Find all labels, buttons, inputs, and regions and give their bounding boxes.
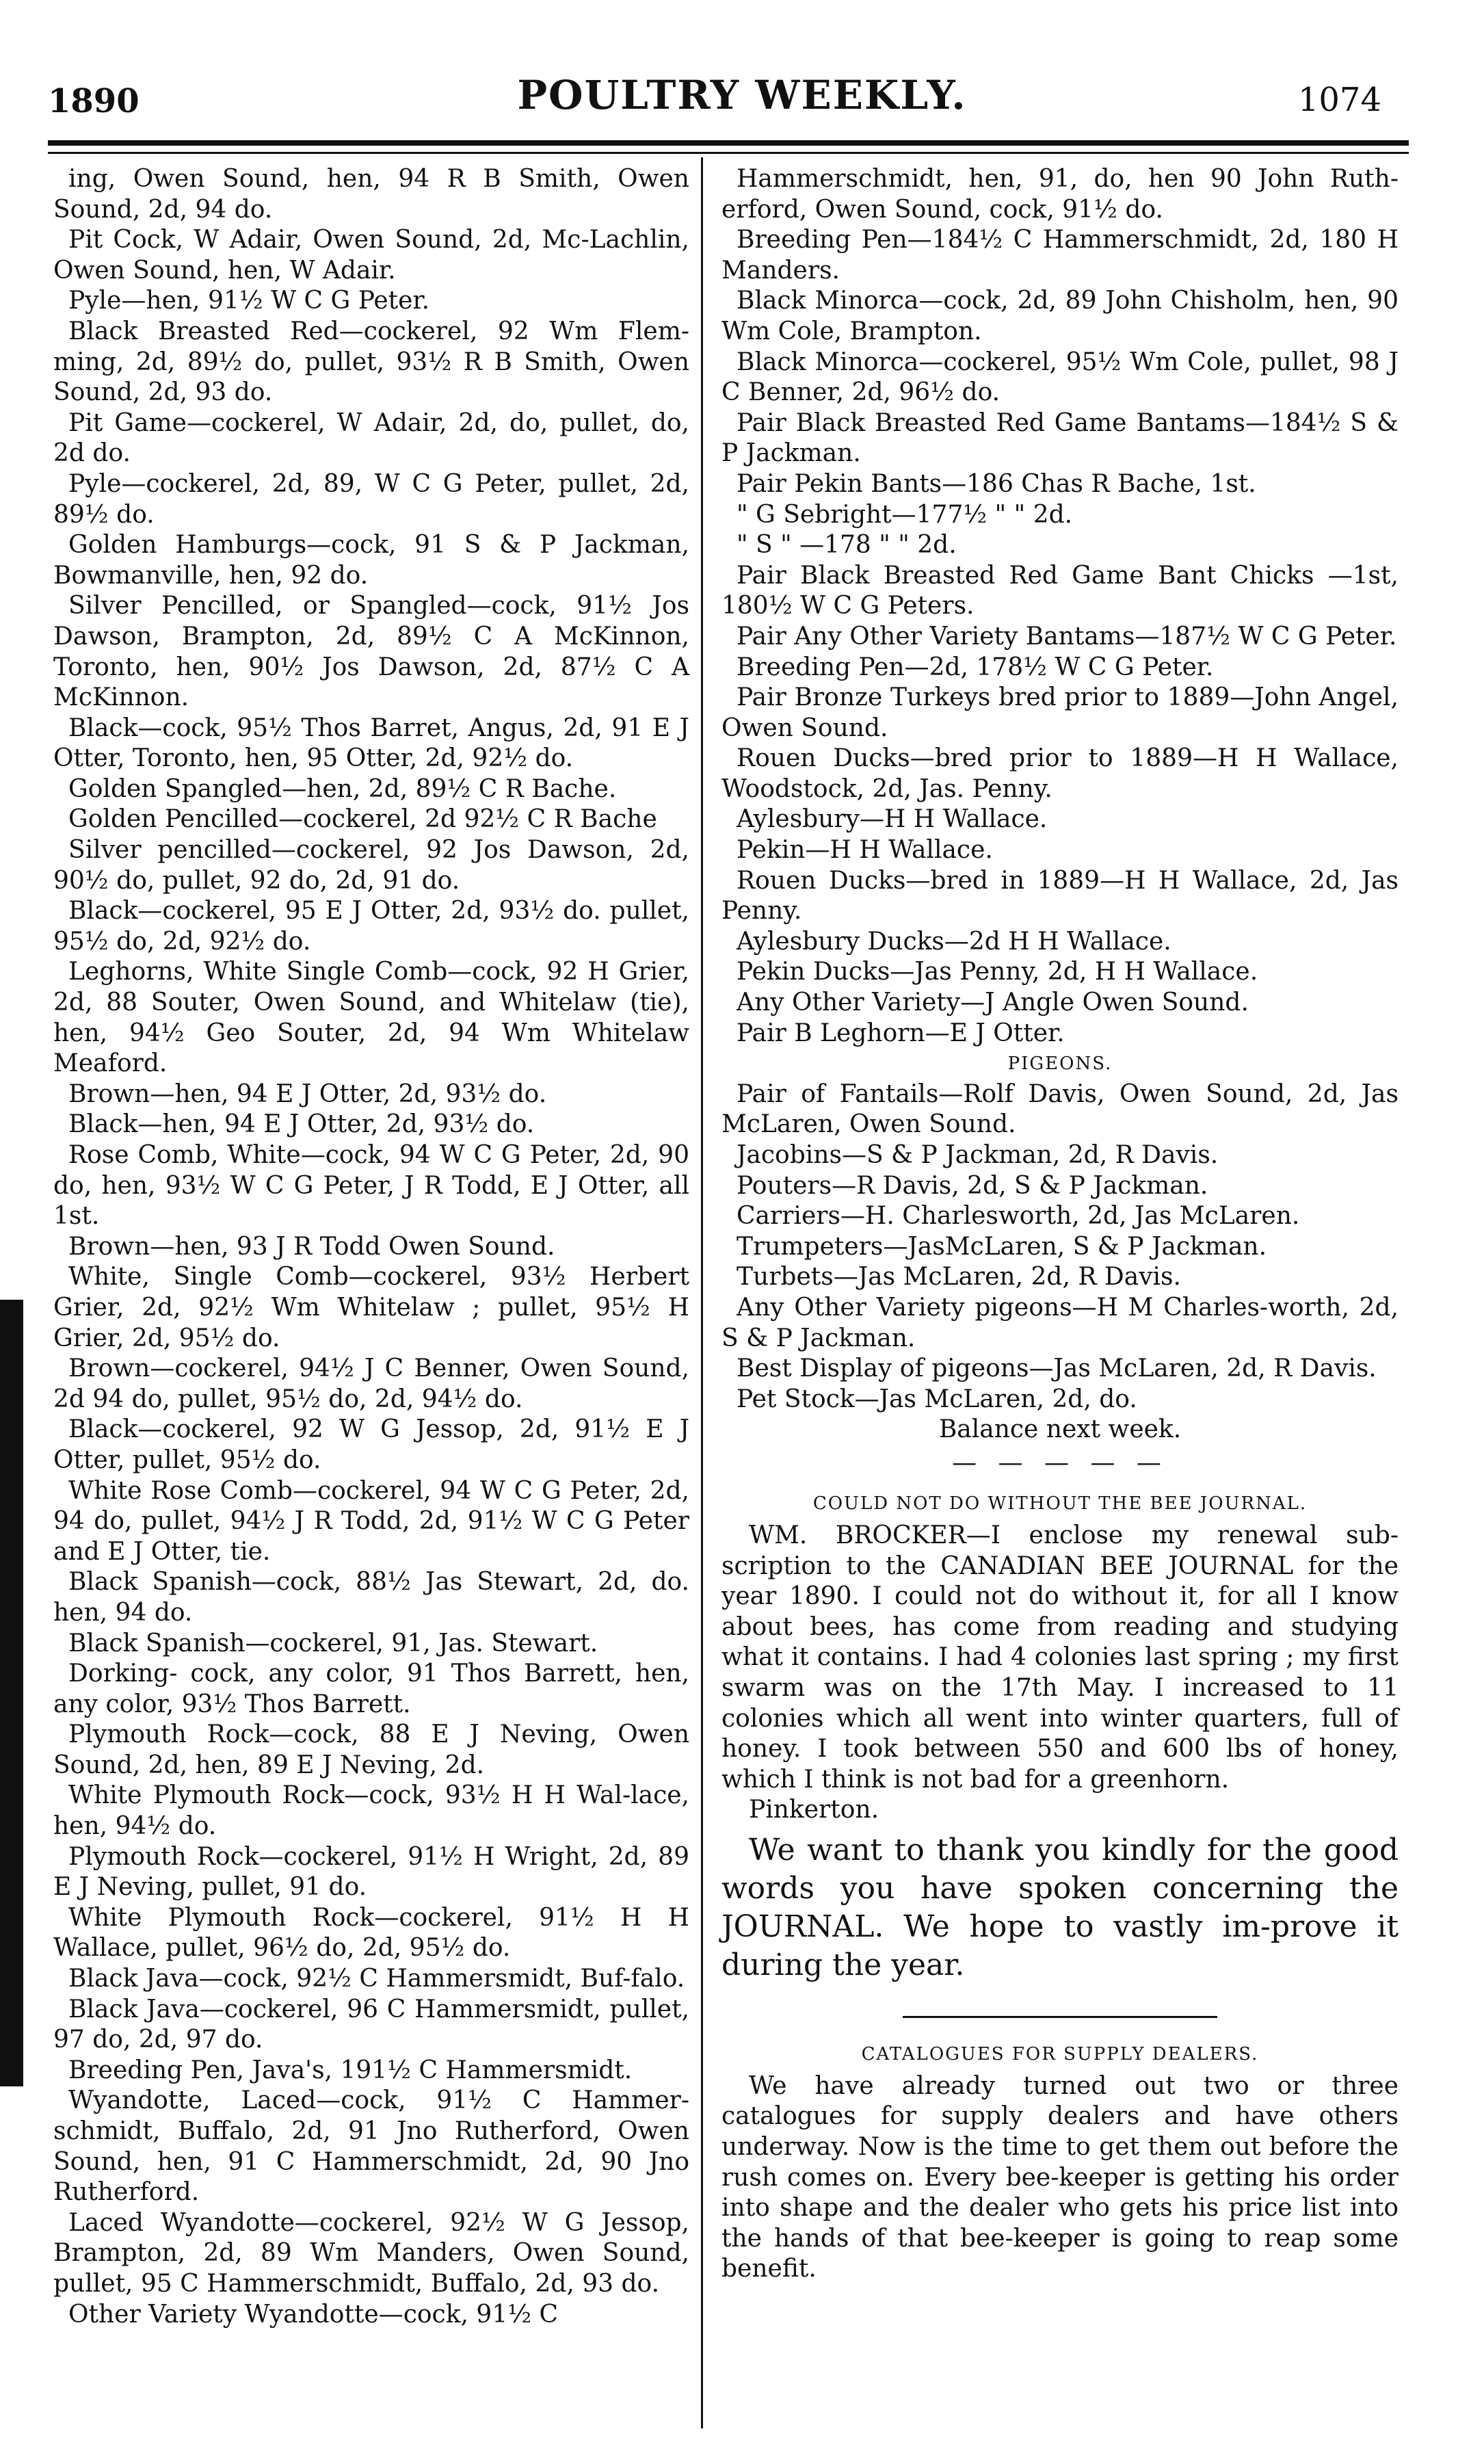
result-entry: Golden Hamburgs—cock, 91 S & P Jackman, Bowmanville, hen, 92 do. xyxy=(53,531,689,590)
result-entry: White Plymouth Rock—cock, 93½ H H Wal-lace, hen, 94½ do. xyxy=(53,1781,689,1841)
result-entry: Black—hen, 94 E J Otter, 2d, 93½ do. xyxy=(68,1110,535,1139)
result-entry: Rouen Ducks—bred in 1889—H H Wallace, 2d, Jas Penny. xyxy=(721,866,1399,926)
result-entry: Rose Comb, White—cock, 94 W C G Peter, 2d, 90 do, hen, 93½ W C G Peter, J R Todd, E J Otter, all 1st. xyxy=(53,1141,689,1231)
catalogues-body: We have already turned out two or three catalogues for supply dealers and have others underway. Now is the time to get them out before the rush comes on. Every bee-keeper is getting his order into shape and the dealer who gets his price list into the hands of that bee-keeper is going to reap some benefit. xyxy=(721,2071,1399,2283)
left-column xyxy=(53,164,689,2330)
editor-note: We want to thank you kindly for the good words you have spoken concerning the JOURNAL. We hope to vastly im-prove it during the year. xyxy=(721,1832,1399,1982)
result-entry: Rouen Ducks—bred prior to 1889—H H Wallace, Woodstock, 2d, Jas. Penny. xyxy=(721,744,1399,803)
section-dashes: — — — — — xyxy=(952,1448,1168,1477)
scan-edge-shadow xyxy=(0,1300,23,2086)
result-entry: White, Single Comb—cockerel, 93½ Herbert Grier, 2d, 92½ Wm Whitelaw ; pullet, 95½ H Grier, 2d, 95½ do. xyxy=(53,1263,689,1352)
result-entry: Pit Cock, W Adair, Owen Sound, 2d, Mc-Lachlin, Owen Sound, hen, W Adair. xyxy=(53,226,689,285)
result-entry: Plymouth Rock—cock, 88 E J Neving, Owen Sound, 2d, hen, 89 E J Neving, 2d. xyxy=(53,1720,689,1779)
pigeon-entry: Any Other Variety pigeons—H M Charles-worth, 2d, S & P Jackman. xyxy=(721,1293,1399,1352)
result-entry: Dorking- cock, any color, 91 Thos Barrett, hen, any color, 93½ Thos Barrett. xyxy=(53,1660,689,1718)
result-entry: Silver Pencilled, or Spangled—cock, 91½ Jos Dawson, Brampton, 2d, 89½ C A McKinnon, Toronto, hen, 90½ Jos Dawson, 2d, 87½ C A McKinnon. xyxy=(53,592,689,712)
right-column xyxy=(721,164,1399,2285)
result-entry: Pair Black Breasted Red Game Bant Chicks —1st, 180½ W C G Peters. xyxy=(721,561,1399,620)
header-rule-thin xyxy=(48,152,1409,154)
result-entry: " G Sebright—177½ " " 2d. xyxy=(737,500,1073,529)
result-entry: Black Java—cock, 92½ C Hammersmidt, Buf-falo. xyxy=(68,1965,685,1993)
result-entry: Pyle—cockerel, 2d, 89, W C G Peter, pullet, 2d, 89½ do. xyxy=(53,469,689,529)
bee-journal-heading: COULD NOT DO WITHOUT THE BEE JOURNAL. xyxy=(812,1493,1308,1514)
page-number: 1074 xyxy=(1297,81,1381,119)
result-entry: Pair B Leghorn—E J Otter. xyxy=(737,1019,1065,1047)
pigeon-entry: Trumpeters—JasMcLaren, S & P Jackman. xyxy=(737,1232,1267,1261)
result-entry: Black—cock, 95½ Thos Barret, Angus, 2d, 91 E J Otter, Toronto, hen, 95 Otter, 2d, 92½ do. xyxy=(53,713,689,773)
result-entry: ing, Owen Sound, hen, 94 R B Smith, Owen Sound, 2d, 94 do. xyxy=(53,165,689,224)
result-entry: Black Breasted Red—cockerel, 92 Wm Flem-ming, 2d, 89½ do, pullet, 93½ R B Smith, Owen Sound, 2d, 93 do. xyxy=(53,317,689,407)
result-entry: Pair Black Breasted Red Game Bantams—184½ S & P Jackman. xyxy=(721,408,1399,468)
result-entry: Black Spanish—cock, 88½ Jas Stewart, 2d, do. hen, 94 do. xyxy=(53,1568,689,1627)
result-entry: Pair Any Other Variety Bantams—187½ W C G Peter. xyxy=(737,622,1397,651)
result-entry: Other Variety Wyandotte—cock, 91½ C xyxy=(68,2300,559,2329)
show-results-continued xyxy=(721,164,1399,1049)
result-entry: Black Java—cockerel, 96 C Hammersmidt, pullet, 97 do, 2d, 97 do. xyxy=(53,1995,689,2054)
result-entry: Any Other Variety—J Angle Owen Sound. xyxy=(737,988,1249,1017)
result-entry: Aylesbury Ducks—2d H H Wallace. xyxy=(737,927,1171,956)
pigeon-entry: Jacobins—S & P Jackman, 2d, R Davis. xyxy=(737,1141,1219,1169)
result-entry: Pair Pekin Bants—186 Chas R Bache, 1st. xyxy=(737,469,1256,498)
result-entry: Plymouth Rock—cockerel, 91½ H Wright, 2d, 89 E J Neving, pullet, 91 do. xyxy=(53,1842,689,1902)
result-entry: Wyandotte, Laced—cock, 91½ C Hammer-schmidt, Buffalo, 2d, 91 Jno Rutherford, Owen Sound, hen, 91 C Hammerschmidt, 2d, 90 Jno Rutherford. xyxy=(53,2086,689,2207)
pigeons-results xyxy=(721,1079,1399,1415)
letter-place: Pinkerton. xyxy=(749,1796,879,1824)
result-entry: Breeding Pen, Java's, 191½ C Hammersmidt. xyxy=(68,2056,633,2084)
pigeon-entry: Pouters—R Davis, 2d, S & P Jackman. xyxy=(737,1171,1208,1200)
result-entry: Pekin Ducks—Jas Penny, 2d, H H Wallace. xyxy=(737,958,1258,986)
result-entry: Breeding Pen—2d, 178½ W C G Peter. xyxy=(737,653,1214,681)
result-entry: Hammerschmidt, hen, 91, do, hen 90 John Ruth-erford, Owen Sound, cock, 91½ do. xyxy=(721,165,1399,224)
result-entry: Pair Bronze Turkeys bred prior to 1889—John Angel, Owen Sound. xyxy=(721,683,1399,742)
result-entry: Laced Wyandotte—cockerel, 92½ W G Jessop, Brampton, 2d, 89 Wm Manders, Owen Sound, pullet, 95 C Hammerschmidt, Buffalo, 2d, 93 do. xyxy=(53,2208,689,2298)
pigeon-entry: Pair of Fantails—Rolf Davis, Owen Sound, 2d, Jas McLaren, Owen Sound. xyxy=(721,1079,1399,1139)
result-entry: Brown—cockerel, 94½ J C Benner, Owen Sound, 2d 94 do, pullet, 95½ do, 2d, 94½ do. xyxy=(53,1354,689,1413)
pigeon-entry: Pet Stock—Jas McLaren, 2d, do. xyxy=(737,1385,1137,1413)
pigeons-heading: PIGEONS. xyxy=(1007,1053,1113,1075)
header-year: 1890 xyxy=(48,82,140,120)
header-rule xyxy=(48,140,1409,146)
result-entry: " S " —178 " " 2d. xyxy=(737,531,957,560)
result-entry: Leghorns, White Single Comb—cock, 92 H Grier, 2d, 88 Souter, Owen Sound, and Whitelaw (tie), hen, 94½ Geo Souter, 2d, 94 Wm Whitelaw Meaford. xyxy=(53,958,689,1078)
result-entry: Aylesbury—H H Wallace. xyxy=(737,805,1048,834)
result-entry: Pyle—hen, 91½ W C G Peter. xyxy=(68,287,430,315)
result-entry: Black Minorca—cockerel, 95½ Wm Cole, pullet, 98 J C Benner, 2d, 96½ do. xyxy=(721,348,1399,407)
result-entry: Pit Game—cockerel, W Adair, 2d, do, pullet, do, 2d do. xyxy=(53,408,689,468)
balance-note: Balance next week. xyxy=(938,1415,1182,1444)
column-divider xyxy=(701,157,703,2428)
pigeon-entry: Carriers—H. Charlesworth, 2d, Jas McLaren. xyxy=(737,1202,1300,1231)
result-entry: Golden Pencilled—cockerel, 2d 92½ C R Bache xyxy=(68,805,657,834)
page-title: POULTRY WEEKLY. xyxy=(517,72,967,118)
pigeon-entry: Best Display of pigeons—Jas McLaren, 2d, R Davis. xyxy=(737,1354,1377,1383)
result-entry: Black Spanish—cockerel, 91, Jas. Stewart. xyxy=(68,1629,598,1657)
result-entry: Black—cockerel, 92 W G Jessop, 2d, 91½ E J Otter, pullet, 95½ do. xyxy=(53,1415,689,1474)
result-entry: Breeding Pen—184½ C Hammerschmidt, 2d, 180 H Manders. xyxy=(721,226,1399,285)
result-entry: Golden Spangled—hen, 2d, 89½ C R Bache. xyxy=(68,774,617,803)
result-entry: Silver pencilled—cockerel, 92 Jos Dawson, 2d, 90½ do, pullet, 92 do, 2d, 91 do. xyxy=(53,836,689,895)
result-entry: Brown—hen, 93 J R Todd Owen Sound. xyxy=(68,1232,555,1261)
pigeon-entry: Turbets—Jas McLaren, 2d, R Davis. xyxy=(737,1263,1181,1292)
catalogues-heading: CATALOGUES FOR SUPPLY DEALERS. xyxy=(861,2043,1259,2065)
result-entry: White Rose Comb—cockerel, 94 W C G Peter, 2d, 94 do, pullet, 94½ J R Todd, 2d, 91½ W C G Peter and E J Otter, tie. xyxy=(53,1476,689,1566)
result-entry: White Plymouth Rock—cockerel, 91½ H H Wallace, pullet, 96½ do, 2d, 95½ do. xyxy=(53,1903,689,1963)
result-entry: Pekin—H H Wallace. xyxy=(737,836,993,865)
result-entry: Black—cockerel, 95 E J Otter, 2d, 93½ do. pullet, 95½ do, 2d, 92½ do. xyxy=(53,897,689,956)
bee-journal-letter: WM. BROCKER—I enclose my renewal sub-scription to the CANADIAN BEE JOURNAL for the year 1890. I could not do without it, for all I know about bees, has come from reading and studying what it contains. I had 4 colonies last spring ; my first swarm was on the 17th May. I increased to 11 colonies which all went into winter quarters, full of honey. I took between 550 and 600 lbs of honey, which I think is not bad for a greenhorn. xyxy=(721,1521,1399,1794)
result-entry: Black Minorca—cock, 2d, 89 John Chisholm, hen, 90 Wm Cole, Brampton. xyxy=(721,287,1399,345)
section-rule xyxy=(903,2016,1217,2018)
result-entry: Brown—hen, 94 E J Otter, 2d, 93½ do. xyxy=(68,1079,547,1108)
